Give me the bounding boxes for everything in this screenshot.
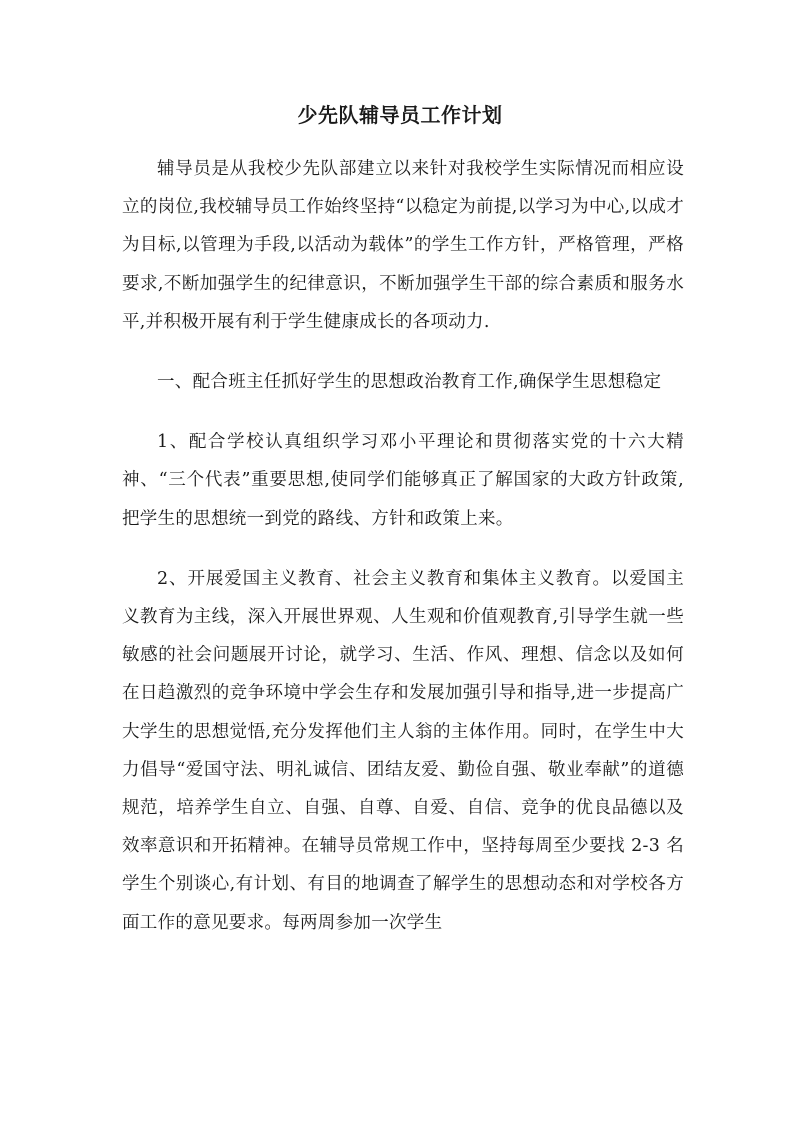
document-title: 少先队辅导员工作计划 (297, 103, 503, 127)
paragraph-item-1: 1、配合学校认真组织学习邓小平理论和贯彻落实党的十六大精神、“三个代表”重要思想,使同学们能够真正了解国家的大政方针政策,把学生的思想统一到党的路线、方针和政策上来。 (122, 432, 684, 529)
paragraph-item-2: 2、开展爱国主义教育、社会主义教育和集体主义教育。以爱国主义教育为主线，深入开展世界观、人生观和价值观教育,引导学生就一些敏感的社会问题展开讨论，就学习、生活、作风、理想、信念以及如何在日趋激烈的竞争环境中学会生存和发展加强引导和指导,进一步提高广大学生的思想觉悟,充分发挥他们主人翁的主体作用。同时，在学生中大力倡导“爱国守法、明礼诚信、团结友爱、勤俭自强、敬业奉献”的道德规范，培养学生自立、自强、自尊、自爱、自信、竞争的优良品德以及效率意识和开拓精神。在辅导员常规工作中，坚持每周至少要找 2-3 名学生个别谈心,有计划、有目的地调查了解学生的思想动态和对学校各方面工作的意见要求。每两周参加一次学生 (122, 568, 684, 933)
paragraph-intro: 辅导员是从我校少先队部建立以来针对我校学生实际情况而相应设立的岗位,我校辅导员工作始终坚持“以稳定为前提,以学习为中心,以成才为目标,以管理为手段,以活动为载体”的学生工作方针，严格管理，严格要求,不断加强学生的纪律意识，不断加强学生干部的综合素质和服务水平,并积极开展有利于学生健康成长的各项动力. (122, 159, 684, 332)
section-heading-1: 一、配合班主任抓好学生的思想政治教育工作,确保学生思想稳定 (157, 372, 662, 393)
document-body (122, 150, 684, 964)
